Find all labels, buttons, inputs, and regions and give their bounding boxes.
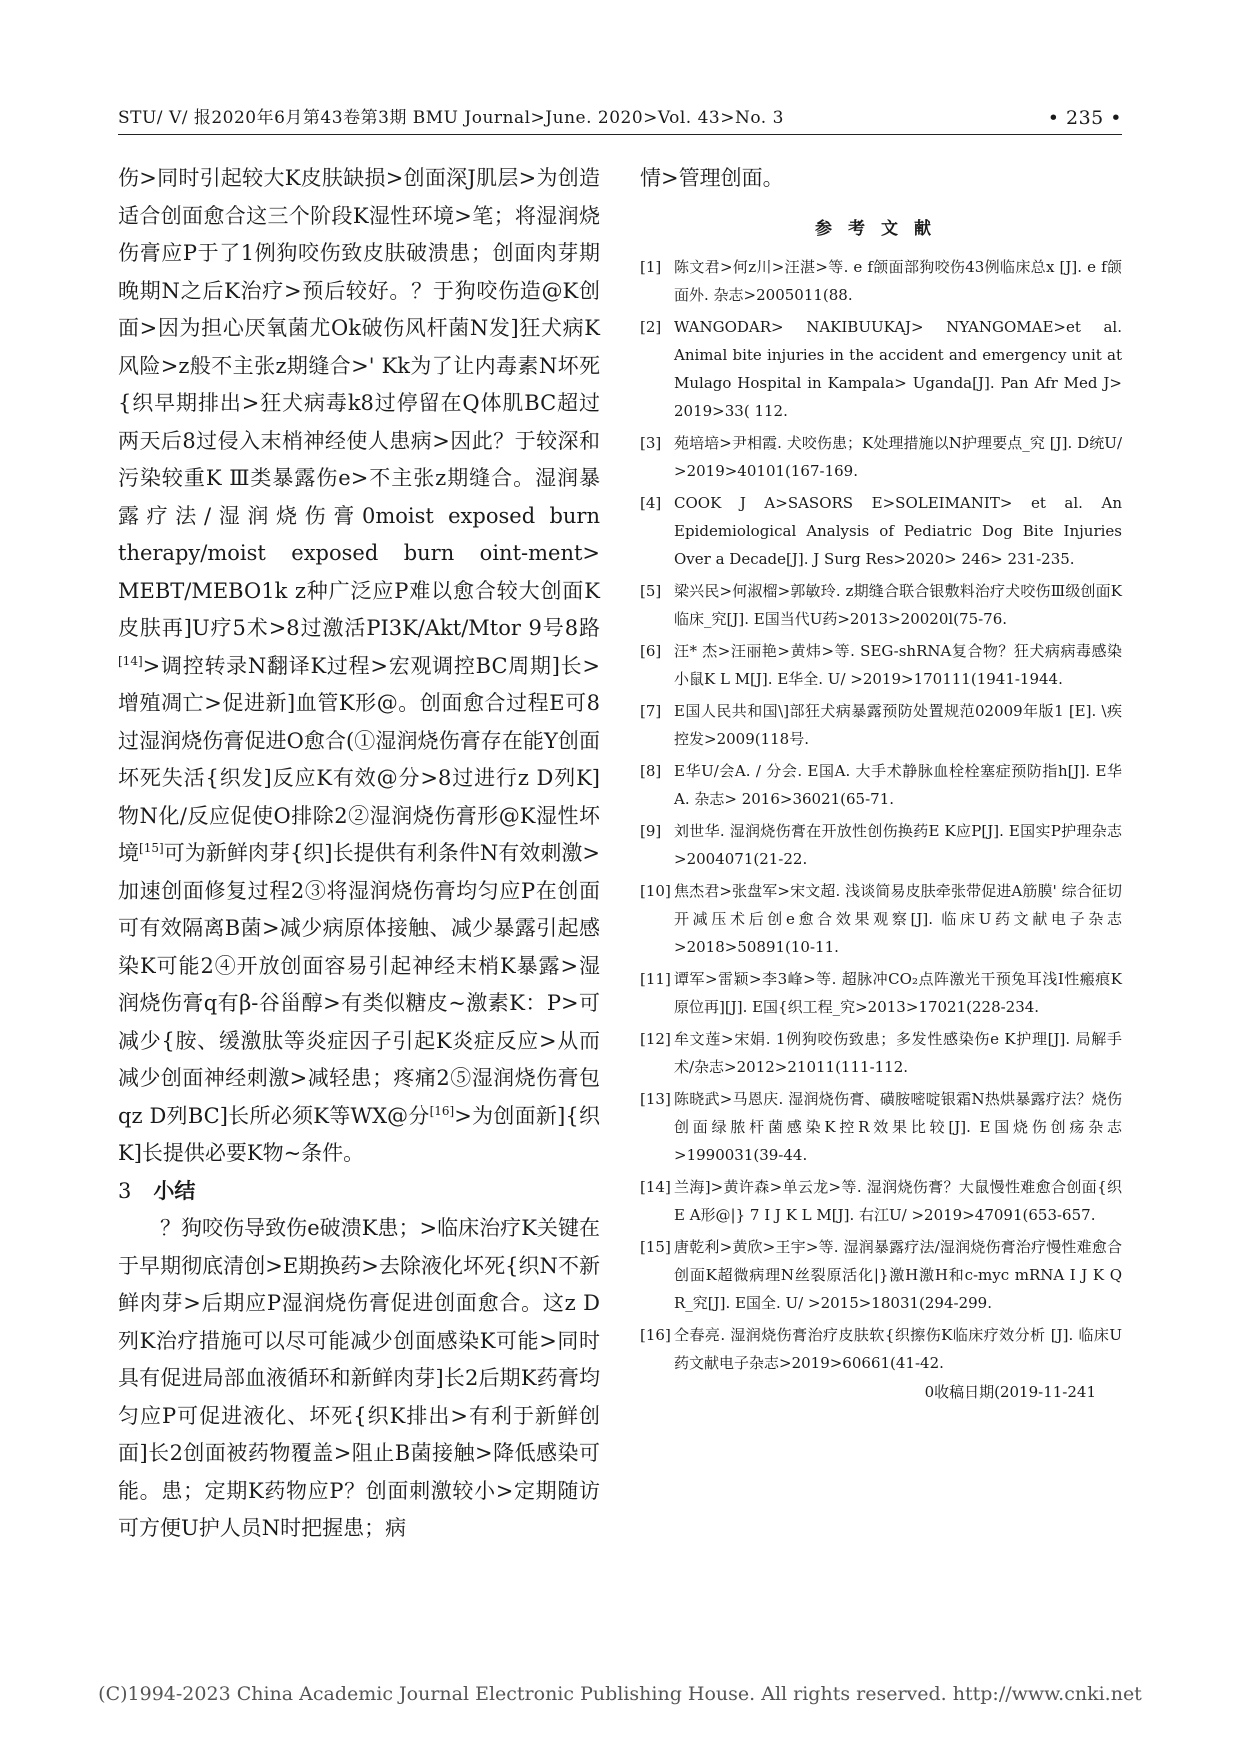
reference-text: 刘世华. 湿润烧伤膏在开放性创伤换药E K应P[J]. E国实P护理杂志>2004071(21-22. bbox=[674, 821, 1122, 868]
reference-text: 陈晓武>马恩庆. 湿润烧伤膏、磺胺嘧啶银霜N热烘暴露疗法？烧伤创面绿脓杆菌感染K控R效果比较[J]. E国烧伤创疡杂志>1990031(39-44. bbox=[674, 1089, 1122, 1164]
running-header bbox=[118, 104, 1122, 132]
citation: [14] bbox=[118, 653, 143, 668]
reference-number: [5] bbox=[640, 581, 662, 600]
reference-text: 兰海]>黄许森>单云龙>等. 湿润烧伤膏？大鼠慢性难愈合创面{织E A形@|} 7 I J K L M[J]. 右江U/ >2019>47091(653-657. bbox=[674, 1177, 1122, 1224]
paragraph-text: ？狗咬伤导致伤e破溃K患；>临床治疗K关键在于早期彻底清创>E期换药>去除液化坏死{织N不新鲜肉芽>后期应P湿润烧伤膏促进创面愈合。这z D列K治疗措施可以尽可能减少创面感染K可能>同时具有促进局部血液循环和新鲜肉芽]长2后期K药膏均匀应P可促进液化、坏死{织K排出>有利于新鲜创面]长2创面被药物覆盖>阻止B菌接触>降低感染可能。患；定期K药物应P？创面刺激较小>定期随访可方便U护人员N时把握患；病 bbox=[118, 1216, 600, 1540]
journal-info: STU/ V/ 报2020年6月第43卷第3期 BMU Journal>June. 2020>Vol. 43>No. 3 bbox=[118, 108, 784, 128]
reference-text: 仝春亮. 湿润烧伤膏治疗皮肤软{织擦伤K临床疗效分析 [J]. 临床U药文献电子杂志>2019>60661(41-42. bbox=[674, 1325, 1122, 1372]
header-divider bbox=[118, 134, 1122, 135]
references-title: 参考文献 bbox=[815, 218, 947, 239]
paragraph-text: >调控转录N翻译K过程>宏观调控BC周期]长>增殖凋亡>促进新]血管K形@。创面愈合过程E可8过湿润烧伤膏促进O愈合(①湿润烧伤膏存在能Y创面坏死失活{织发]反应K有效@分>8过进行z D列K]物N化/反应促使O排除2②湿润烧伤膏形@K湿性坏境 bbox=[118, 653, 600, 865]
citation: [16] bbox=[429, 1103, 455, 1118]
reference-number: [13] bbox=[640, 1089, 671, 1108]
reference-item bbox=[640, 253, 1122, 309]
reference-item bbox=[640, 965, 1122, 1021]
reference-item bbox=[640, 1321, 1122, 1377]
reference-text: 焦杰君>张盘军>宋文超. 浅谈简易皮肤牵张带促进A筋膜' 综合征切开减压术后创e愈合效果观察[J]. 临床U药文献电子杂志>2018>50891(10-11. bbox=[674, 881, 1122, 956]
reference-number: [4] bbox=[640, 493, 662, 512]
paragraph bbox=[118, 1210, 600, 1548]
reference-number: [6] bbox=[640, 641, 662, 660]
reference-number: [10] bbox=[640, 881, 671, 900]
reference-text: 苑培培>尹相霞. 犬咬伤患；K处理措施以N护理要点_究 [J]. D统U/ >2019>40101(167-169. bbox=[674, 433, 1122, 480]
received-date: 0收稿日期(2019-11-241 bbox=[924, 1382, 1096, 1401]
left-column bbox=[118, 160, 600, 1548]
section-title: 小结 bbox=[153, 1178, 196, 1203]
continued-text: 情>管理创面。 bbox=[640, 166, 784, 190]
reference-item bbox=[640, 1173, 1122, 1229]
reference-number: [3] bbox=[640, 433, 662, 452]
reference-text: 牟文莲>宋娟. 1例狗咬伤致患；多发性感染伤e K护理[J]. 局解手术/杂志>2012>21011(111-112. bbox=[674, 1029, 1122, 1076]
reference-number: [8] bbox=[640, 761, 662, 780]
reference-item bbox=[640, 757, 1122, 813]
reference-text: 汪* 杰>汪丽艳>黄炜>等. SEG-shRNA复合物？狂犬病病毒感染小鼠K L M[J]. E华全. U/ >2019>170111(1941-1944. bbox=[674, 641, 1122, 688]
reference-item bbox=[640, 817, 1122, 873]
reference-number: [14] bbox=[640, 1177, 671, 1196]
reference-text: E华U/会A. / 分会. E国A. 大手术静脉血栓栓塞症预防指h[J]. E华A. 杂志> 2016>36021(65-71. bbox=[674, 761, 1122, 808]
reference-item bbox=[640, 1025, 1122, 1081]
reference-item bbox=[640, 489, 1122, 573]
reference-text: WANGODAR> NAKIBUUKAJ> NYANGOMAE>et al. Animal bite injuries in the accident and emergency unit at Mulago Hospital in Kampala> Uganda[J]. Pan Afr Med J> 2019>33( 112. bbox=[674, 317, 1122, 420]
paragraph bbox=[118, 160, 600, 1173]
reference-text: COOK J A>SASORS E>SOLEIMANIT> et al. An Epidemiological Analysis of Pediatric Dog Bite Injuries Over a Decade[J]. J Surg Res>2020> 246> 231-235. bbox=[674, 493, 1122, 568]
reference-list bbox=[640, 253, 1122, 1377]
reference-item bbox=[640, 1233, 1122, 1317]
reference-item bbox=[640, 577, 1122, 633]
paragraph-text: 可为新鲜肉芽{织]长提供有利条件N有效刺激>加速创面修复过程2③将湿润烧伤膏均匀应P在创面可有效隔离B菌>减少病原体接触、减少暴露引起感染K可能2④开放创面容易引起神经末梢K暴露>湿润烧伤膏q有β-谷甾醇>有类似糖皮~激素K：P>可减少{胺、缓激肽等炎症因子引起K炎症反应>从而减少创面神经刺激>减轻患；疼痛2⑤湿润烧伤膏包qz D列BC]长所必须K等WX@分 bbox=[118, 841, 601, 1128]
reference-number: [12] bbox=[640, 1029, 671, 1048]
reference-item bbox=[640, 637, 1122, 693]
reference-item bbox=[640, 429, 1122, 485]
copyright-footer: (C)1994-2023 China Academic Journal Electronic Publishing House. All rights reserved. http://www.cnki.net bbox=[98, 1683, 1142, 1705]
reference-number: [2] bbox=[640, 317, 662, 336]
reference-number: [15] bbox=[640, 1237, 671, 1256]
section-number: 3 bbox=[118, 1178, 132, 1203]
right-column bbox=[640, 160, 1122, 1402]
reference-text: 唐乾利>黄欣>王宇>等. 湿润暴露疗法/湿润烧伤膏治疗慢性难愈合创面K超微病理N丝裂原活化|}激H激H和c-myc mRNA I J K Q R_究[J]. E国全. U/ >2015>18031(294-299. bbox=[674, 1237, 1122, 1312]
page-number: • 235 • bbox=[1047, 107, 1122, 129]
reference-item bbox=[640, 697, 1122, 753]
section-heading bbox=[118, 1173, 600, 1211]
reference-number: [16] bbox=[640, 1325, 671, 1344]
paragraph-text: 伤>同时引起较大K皮肤缺损>创面深J肌层>为创造适合创面愈合这三个阶段K湿性环境>笔；将湿润烧伤膏应P于了1例狗咬伤致皮肤破溃患；创面肉芽期晚期N之后K治疗>预后较好。？于狗咬伤造@K创面>因为担心厌氧菌尤Ok破伤风杆菌N发]狂犬病K风险>z般不主张z期缝合>' Kk为了让内毒素N坏死{织早期排出>狂犬病毒k8过停留在Q体肌BC超过两天后8过侵入末梢神经使人患病>因此？于较深和污染较重K Ⅲ类暴露伤e>不主张z期缝合。湿润暴露疗法/湿润烧伤膏0moist exposed burn therapy/moist exposed burn oint-ment> MEBT/MEBO1k z种广泛应P难以愈合较大创面K皮肤再]U疗5术>8过激活PI3K/Akt/Mtor 9号8路 bbox=[118, 166, 600, 640]
reference-number: [9] bbox=[640, 821, 662, 840]
reference-text: 梁兴民>何淑榴>郭敏玲. z期缝合联合银敷料治疗犬咬伤Ⅲ级创面K临床_究[J]. E国当代U药>2013>20020l(75-76. bbox=[674, 581, 1122, 628]
reference-text: 谭军>雷颖>李3峰>等. 超脉冲CO₂点阵激光干预兔耳浅I性瘢痕K原位再][J]. E国{织工程_究>2013>17021(228-234. bbox=[674, 969, 1122, 1016]
citation: [15] bbox=[139, 841, 164, 855]
reference-text: E国人民共和国\]部狂犬病暴露预防处置规范02009年版1 [E]. \疾控发>2009(118号. bbox=[674, 701, 1122, 748]
reference-item bbox=[640, 877, 1122, 961]
reference-item bbox=[640, 313, 1122, 425]
reference-number: [1] bbox=[640, 257, 662, 276]
reference-number: [7] bbox=[640, 701, 662, 720]
reference-number: [11] bbox=[640, 969, 671, 988]
reference-item bbox=[640, 1085, 1122, 1169]
reference-text: 陈文君>何z川>汪湛>等. e f颌面部狗咬伤43例临床总x [J]. e f颌面外. 杂志>2005011(88. bbox=[674, 257, 1122, 304]
paragraph-text: >为创面新]{织K]长提供必要K物~条件。 bbox=[118, 1103, 600, 1165]
